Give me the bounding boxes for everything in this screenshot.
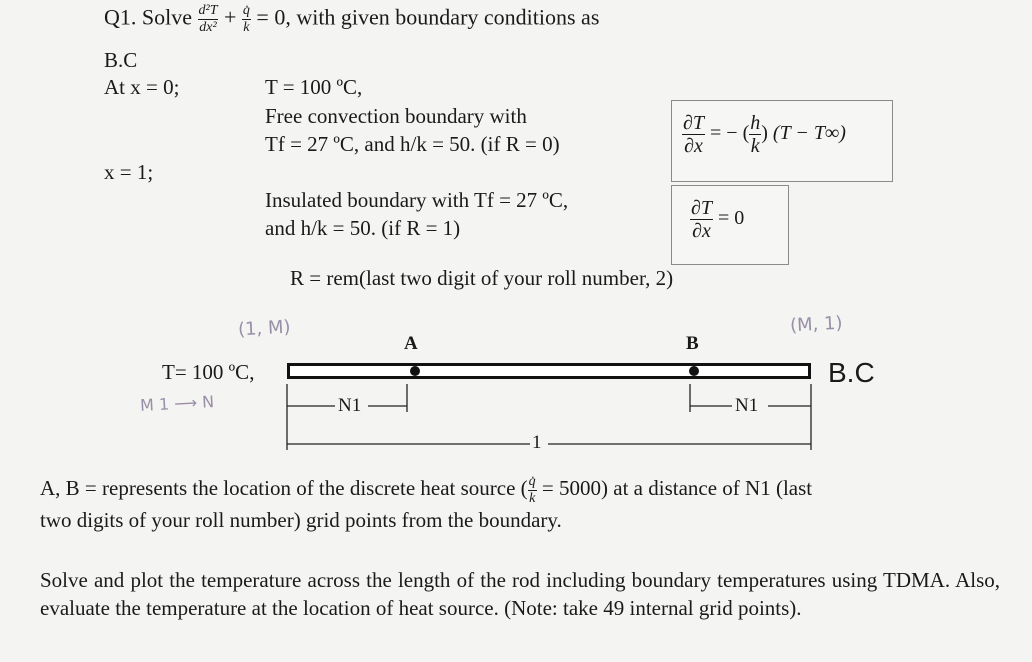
fraction-denominator: k bbox=[750, 135, 760, 157]
fraction-denominator: dx² bbox=[199, 20, 217, 35]
insulated-equation-box bbox=[671, 185, 789, 265]
bc1-description-1: Free convection boundary with bbox=[265, 104, 527, 128]
plus-sign: + bbox=[223, 4, 237, 30]
fraction-denominator: ∂x bbox=[692, 220, 711, 242]
bc1-temperature: T = 100 ºC, bbox=[265, 75, 363, 99]
bc2-location: x = 1; bbox=[104, 160, 154, 184]
fraction-denominator: ∂x bbox=[684, 135, 703, 157]
q-over-k-fraction bbox=[528, 475, 537, 506]
second-derivative-fraction bbox=[198, 4, 219, 35]
right-bc-label: B.C bbox=[828, 357, 875, 388]
bc1-description-2: Tf = 27 ºC, and h/k = 50. (if R = 0) bbox=[265, 132, 560, 156]
fraction-numerator: d²T bbox=[198, 3, 218, 18]
bc2-description-1: Insulated boundary with Tf = 27 ºC, bbox=[265, 188, 569, 212]
convection-equation-box bbox=[671, 100, 893, 182]
insulated-equation bbox=[690, 198, 744, 241]
heat-source-a bbox=[410, 366, 420, 376]
para1-text-c: two digits of your roll number) grid points from the boundary. bbox=[40, 507, 562, 532]
dT-dx-fraction bbox=[682, 113, 705, 156]
equals-minus: = − bbox=[710, 122, 738, 145]
fraction-numerator: ∂T bbox=[691, 197, 713, 219]
handwritten-arrow-note: M 1 ⟶ N bbox=[139, 392, 215, 415]
question-suffix: = 0, with given boundary conditions as bbox=[256, 4, 600, 30]
temperature-difference: (T − T∞) bbox=[772, 122, 846, 145]
fraction-numerator: h bbox=[750, 112, 761, 134]
equals-zero: = 0 bbox=[718, 207, 745, 230]
length-label: 1 bbox=[532, 432, 542, 453]
task-paragraph: Solve and plot the temperature across the length of the rod including boundary temperatures using TDMA. Also, evaluate the temperature at the location of heat source. (Note: take 49 internal grid points). bbox=[40, 568, 1000, 620]
dT-dx-fraction bbox=[690, 198, 713, 241]
para1-text-b: = 5000) at a distance of N1 (last bbox=[536, 476, 813, 500]
bc-heading: B.C bbox=[104, 48, 138, 72]
n1-right-label: N1 bbox=[735, 395, 759, 416]
bc1-location: At x = 0; bbox=[104, 75, 180, 99]
bc2-description-2: and h/k = 50. (if R = 1) bbox=[265, 216, 461, 240]
point-a-label: A bbox=[404, 333, 418, 354]
fraction-numerator: q̇ bbox=[528, 473, 536, 489]
n1-left-label: N1 bbox=[338, 395, 362, 416]
source-fraction bbox=[242, 4, 251, 35]
fraction-numerator: q̇ bbox=[242, 3, 250, 18]
left-boundary-temp: T= 100 ºC, bbox=[162, 360, 255, 384]
handwritten-left-coord: (1, M) bbox=[237, 316, 291, 341]
fraction-denominator: k bbox=[243, 20, 250, 35]
fraction-denominator: k bbox=[529, 490, 536, 506]
question-line bbox=[104, 4, 599, 35]
question-prefix: Q1. Solve bbox=[104, 4, 192, 30]
heat-source-paragraph bbox=[40, 474, 1000, 534]
point-b-label: B bbox=[686, 333, 699, 354]
h-over-k-fraction bbox=[749, 113, 761, 156]
heat-source-b bbox=[689, 366, 699, 376]
rod bbox=[287, 363, 811, 379]
dimension-lines bbox=[280, 380, 820, 460]
para1-text-a: A, B = represents the location of the discrete heat source ( bbox=[40, 476, 528, 500]
handwritten-right-coord: (M, 1) bbox=[789, 312, 843, 337]
fraction-numerator: ∂T bbox=[683, 112, 705, 134]
r-definition: R = rem(last two digit of your roll number, 2) bbox=[290, 266, 674, 290]
convection-equation: $\frac{\partial T}{\partial x}$ = − ( $\frac{h}{k}$ ) (T − T∞) bbox=[683, 112, 846, 157]
